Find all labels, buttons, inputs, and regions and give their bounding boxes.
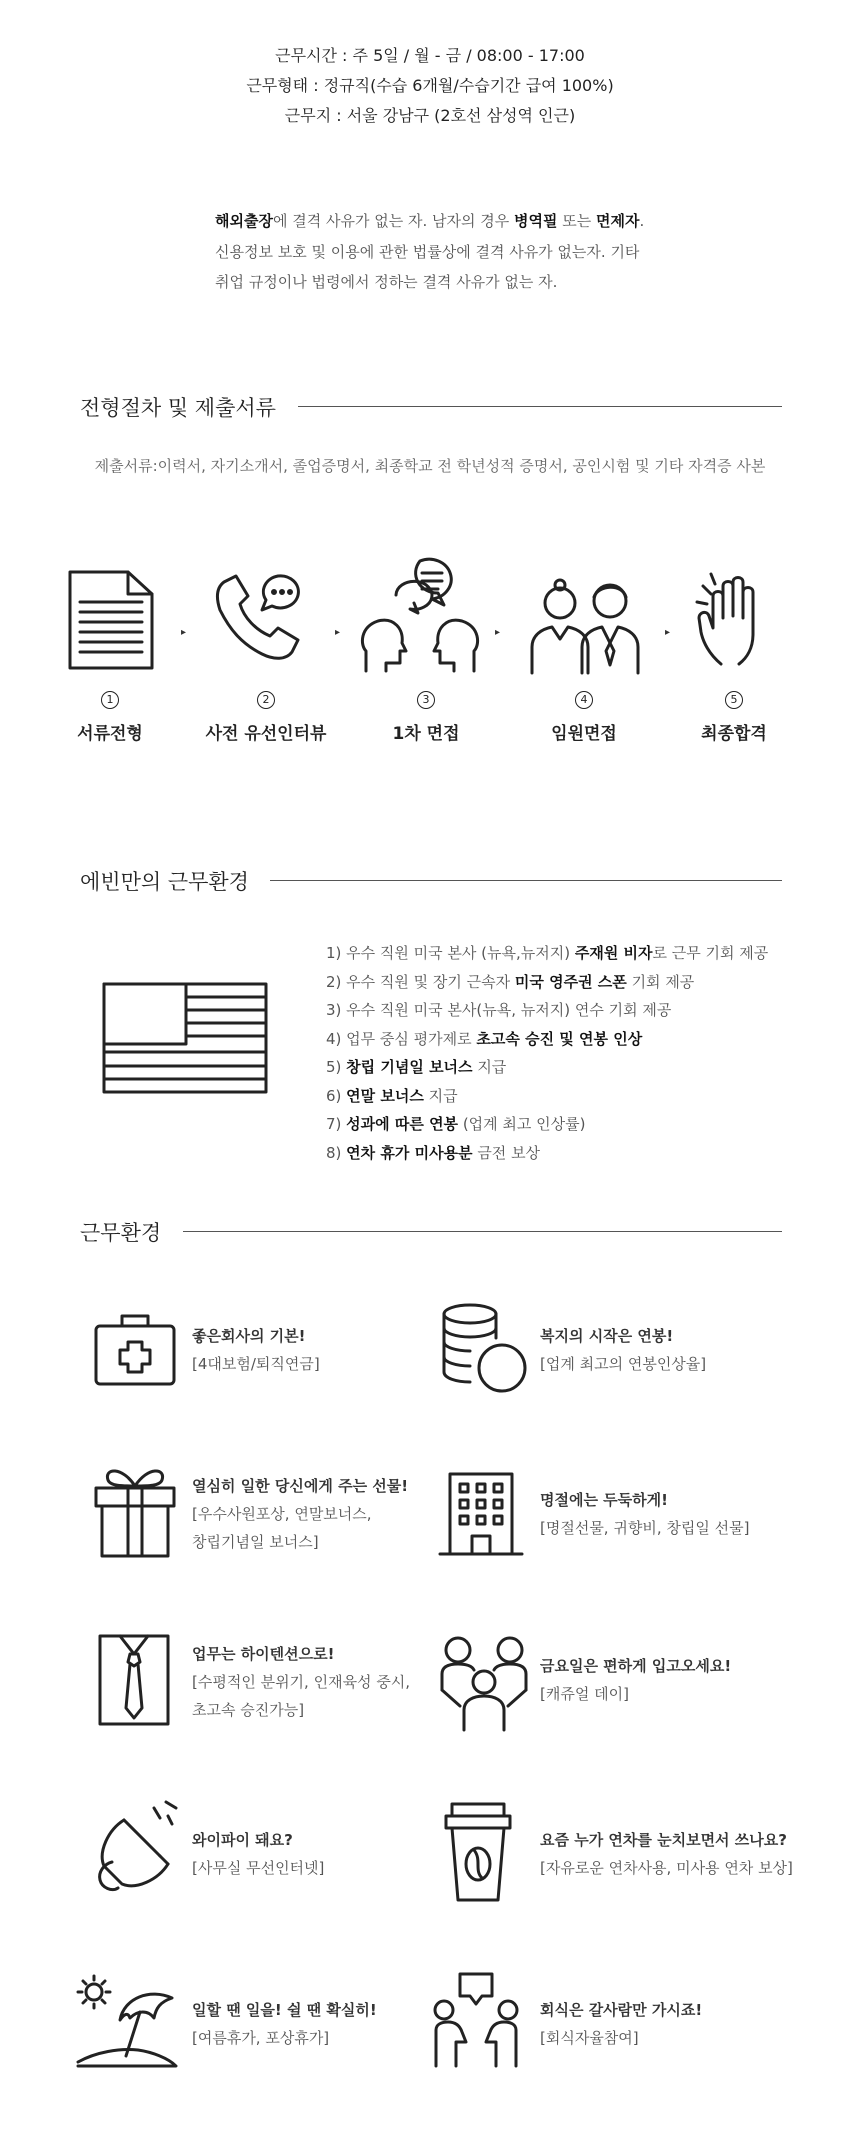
benefit-item: 2) 우수 직원 및 장기 근속자 미국 영주권 스폰 기회 제공 [326, 972, 695, 991]
process-step [664, 688, 804, 744]
executives-icon [526, 575, 644, 675]
perk-title: 좋은회사의 기본! [192, 1327, 306, 1345]
perk-title: 명절에는 두둑하게! [540, 1491, 668, 1509]
perk-desc: [여름휴가, 포상휴가] [192, 2029, 330, 2047]
perk-desc: [사무실 무선인터넷] [192, 1859, 325, 1877]
step-arrow: ▸ [495, 627, 501, 638]
step-number: 5 [725, 691, 743, 709]
requirement-line-3: 취업 규정이나 법령에서 정하는 결격 사유가 없는 자. [215, 273, 558, 291]
perk-desc: [우수사원포상, 연말보너스, [192, 1505, 372, 1523]
step-arrow: ▸ [665, 627, 671, 638]
perk-item [540, 1826, 850, 1882]
perk-desc: [회식자율참여] [540, 2029, 639, 2047]
perk-desc: 초고속 승진가능] [192, 1701, 305, 1719]
perk-title: 요즘 누가 연차를 눈치보면서 쓰나요? [540, 1831, 787, 1849]
perk-item [192, 1472, 532, 1556]
perk-item [540, 1486, 860, 1542]
section-divider [270, 880, 782, 881]
process-step [356, 688, 496, 744]
step-label: 사전 유선인터뷰 [205, 724, 327, 744]
perk-desc: [업계 최고의 연봉인상율] [540, 1355, 707, 1373]
perk-title: 와이파이 돼요? [192, 1831, 293, 1849]
perk-item [192, 1996, 532, 2052]
benefit-item: 5) 창립 기념일 보너스 지급 [326, 1058, 507, 1076]
perk-title: 업무는 하이텐션으로! [192, 1645, 335, 1663]
perk-desc: [자유로운 연차사용, 미사용 연차 보상] [540, 1859, 793, 1877]
environment-section-title: 근무환경 [80, 1221, 162, 1245]
perk-title: 회식은 갈사람만 가시죠! [540, 2001, 703, 2019]
perk-item [192, 1826, 532, 1882]
process-section-title: 전형절차 및 제출서류 [80, 396, 276, 420]
perk-desc: [명절선물, 귀향비, 창립일 선물] [540, 1519, 750, 1537]
benefit-item: 3) 우수 직원 미국 본사(뉴욕, 뉴저지) 연수 기회 제공 [326, 1001, 672, 1019]
megaphone-icon [88, 1800, 180, 1898]
step-number: 1 [101, 691, 119, 709]
process-step [514, 688, 654, 744]
document-icon [64, 568, 156, 672]
svg-text:★★★★★: ★★★★★ [110, 1025, 182, 1044]
process-step [196, 688, 336, 744]
perk-title: 일할 땐 일을! 쉴 땐 확실히! [192, 2001, 377, 2019]
section-divider [298, 406, 782, 407]
required-documents: 제출서류:이력서, 자기소개서, 졸업증명서, 최종학교 전 학년성적 증명서, 공인시험 및 기타 자격증 사본 [94, 457, 766, 475]
perk-item [540, 1652, 860, 1708]
benefit-item: 4) 업무 중심 평가제로 초고속 승진 및 연봉 인상 [326, 1029, 643, 1048]
svg-text:★★★★★: ★★★★★ [110, 1007, 182, 1026]
perk-item [540, 1322, 860, 1378]
gift-icon [92, 1462, 178, 1560]
perk-title: 열심히 일한 당신에게 주는 선물! [192, 1477, 409, 1495]
perk-item [192, 1322, 532, 1378]
requirement-line-1: 해외출장에 결격 사유가 없는 자. 남자의 경우 병역필 또는 면제자. [215, 212, 645, 230]
svg-text:$: $ [493, 1353, 513, 1386]
step-number: 3 [417, 691, 435, 709]
work-location: 근무지 : 서울 강남구 (2호선 삼성역 인근) [284, 106, 576, 125]
step-number: 2 [257, 691, 275, 709]
perk-title: 복지의 시작은 연봉! [540, 1327, 674, 1345]
perk-title: 금요일은 편하게 입고오세요! [540, 1657, 732, 1675]
hand-wave-icon [695, 568, 773, 668]
step-label: 1차 면접 [392, 724, 460, 744]
benefit-item: 8) 연차 휴가 미사용분 금전 보상 [326, 1143, 541, 1162]
section-divider [183, 1231, 782, 1232]
benefit-item: 7) 성과에 따른 연봉 (업계 최고 인상률) [326, 1115, 586, 1133]
benefits-section-title: 에빈만의 근무환경 [80, 870, 249, 894]
work-hours: 근무시간 : 주 5일 / 월 - 금 / 08:00 - 17:00 [275, 46, 585, 65]
benefit-list [326, 939, 826, 1167]
perk-desc: [수평적인 분위기, 인재육성 중시, [192, 1673, 411, 1691]
step-arrow: ▸ [181, 627, 187, 638]
step-label: 임원면접 [551, 724, 617, 744]
step-arrow: ▸ [335, 627, 341, 638]
perk-desc: [캐쥬얼 데이] [540, 1685, 629, 1703]
perk-item [192, 1640, 532, 1724]
benefit-item: 1) 우수 직원 미국 본사 (뉴욕,뉴저지) 주재원 비자로 근무 기회 제공 [326, 944, 769, 962]
employment-type: 근무형태 : 정규직(수습 6개월/수습기간 급여 100%) [246, 76, 614, 95]
process-step [40, 688, 180, 744]
step-label: 최종합격 [701, 724, 767, 744]
step-number: 4 [575, 691, 593, 709]
step-label: 서류전형 [77, 724, 143, 744]
perk-desc: 창립기념일 보너스] [192, 1533, 319, 1551]
perk-item [540, 1996, 860, 2052]
requirement-line-2: 신용정보 보호 및 이용에 관한 법률상에 결격 사유가 없는자. 기타 [215, 243, 640, 261]
benefit-item: 6) 연말 보너스 지급 [326, 1086, 458, 1105]
first-aid-kit-icon [92, 1310, 178, 1388]
interview-icon [358, 555, 482, 673]
beach-umbrella-icon [76, 1974, 180, 2070]
perk-desc: [4대보험/퇴직연금] [192, 1355, 320, 1373]
svg-text:★★★★★: ★★★★★ [110, 989, 182, 1008]
shirt-tie-icon [96, 1632, 172, 1728]
phone-chat-icon [212, 570, 308, 666]
us-flag-icon [100, 980, 270, 1096]
